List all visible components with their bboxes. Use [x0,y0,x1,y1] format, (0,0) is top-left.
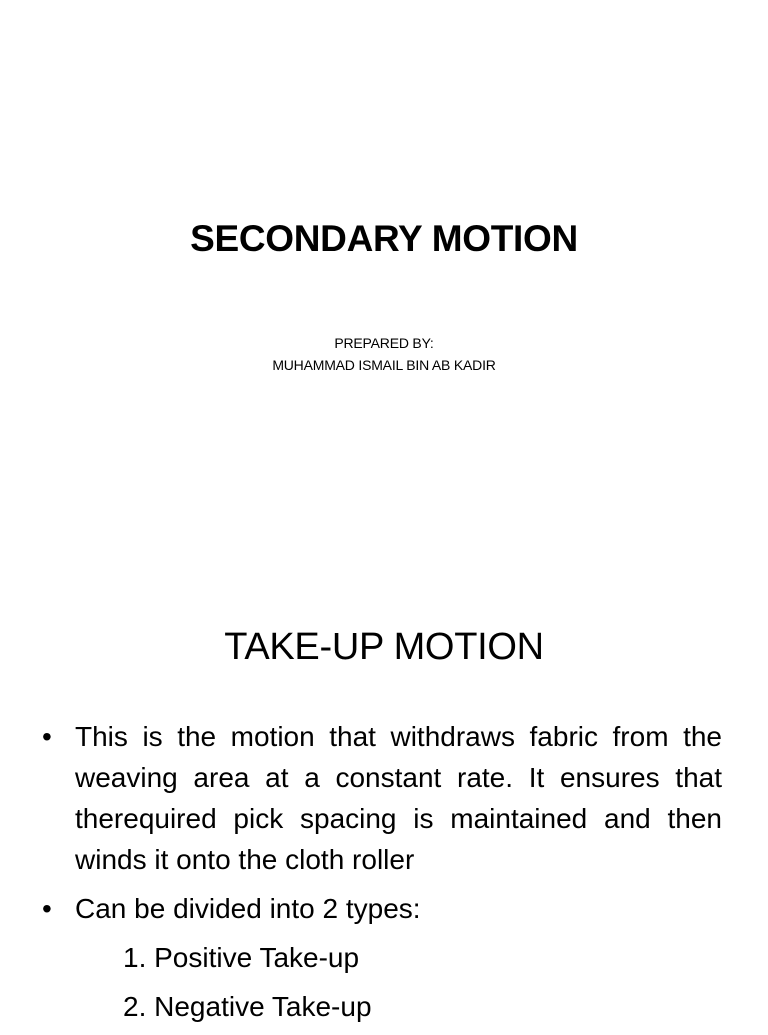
slide-title: SECONDARY MOTION [190,218,578,259]
type-item: 1. Positive Take-up [123,942,360,973]
bullet-icon: • [42,893,52,924]
bullet-text: This is the motion that withdraws fabric from the weaving area at a constant rate. It ensures that therequired pick spacing is maintained and then winds it onto the cloth roller [75,721,722,875]
prepared-by-label: PREPARED BY: [334,335,434,351]
author-block [0,332,768,376]
bullet-item [42,716,722,880]
bullet-icon: • [42,721,52,752]
bullet-item [42,888,722,929]
type-list [42,937,722,1027]
slide-title: TAKE-UP MOTION [224,626,544,668]
author-name: MUHAMMAD ISMAIL BIN AB KADIR [272,357,496,373]
bullet-list [42,716,722,1035]
content-slide [0,576,768,1024]
bullet-text: Can be divided into 2 types: [75,893,421,924]
type-item: 2. Negative Take-up [123,991,372,1022]
